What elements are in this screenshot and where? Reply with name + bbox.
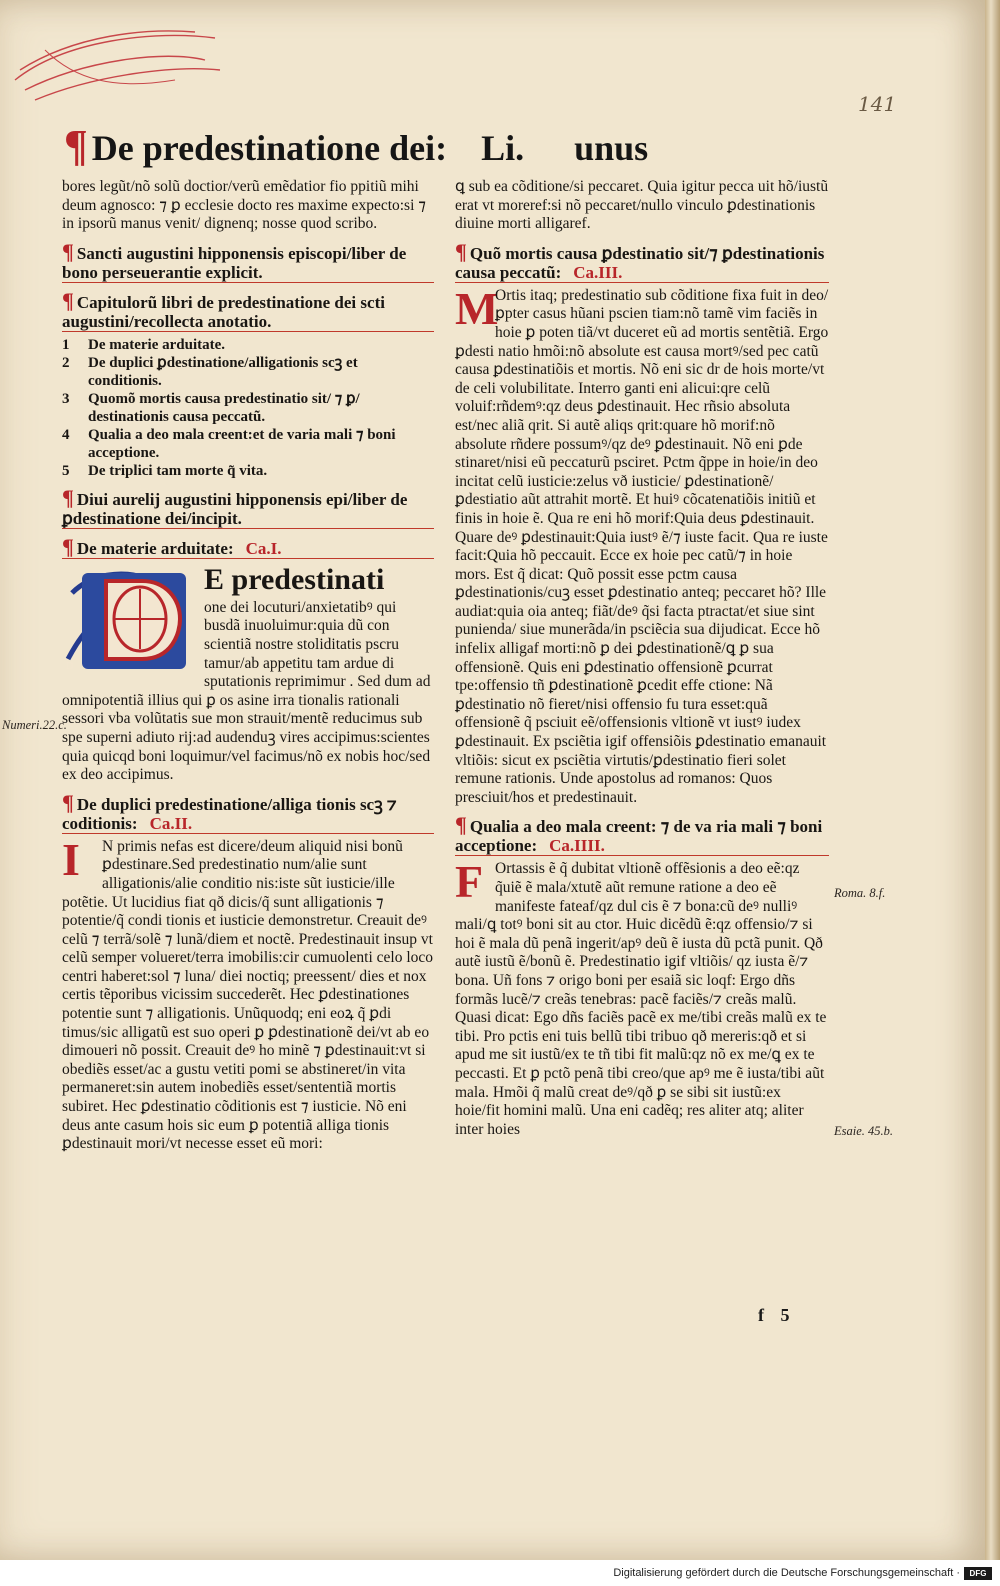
chapter-4-rubric: ¶ Qualia a deo mala creent: ⁊ de va ria mali ⁊ boni acceptione: Ca.IIII. [455,815,829,856]
intro-paragraph: bores legũt/nõ solũ doctior/verũ emẽdatior fio ppitiũ mihi deum agnosco: ⁊ ꝑ ecclesie docto res maxime expecto:si ⁊ in ipsorũ manus venit/ dignenq; nosse quod scribo. [62,178,426,233]
explicit-rubric: ¶ Sancti augustini hipponensis episcopi/liber de bono perseuerantie explicit. [62,242,434,283]
chapter-2-continuation: ꝗ sub ea cõditione/si peccaret. Quia igitur pecca uit hõ/iustũ erat vt moreref:si nõ peccaret/nullo vinculo ꝑdestinationis diuine morti alligaref. [455,178,829,233]
chapter-1-text: one dei locuturi/anxietatibꝰ qui busdã inuoluimur:quia dũ con scientiã nostre stoliditatis pscru tamur/ab appetitu tam ardue di sputationis reprimimur . Sed dum ad omnipotentiã illius qui ꝑ os asine irra tionalis rationali sessori vba volũtatis sue mon strauit/mentẽ reducimus sub spe superni adiuto rij:ad audenduꝫ vires accipimus:scientes quia quicqd boni loquimur/vel facimus/nõ ex nobis hoc/sed ex deo accipimus. [62,598,431,784]
rubric-pilcrow: ¶ [455,812,467,838]
footer-bar [0,1562,1000,1586]
toc-item: 3 Quomõ mortis causa predestinatio sit/ ⁊ ꝑ/ destinationis causa peccatũ. [62,390,360,425]
chapter-2-rubric: ¶ De duplici predestinatione/alliga tionis scꝫ ⁊ coditionis: Ca.II. [62,793,434,834]
chapter-3-text: Ortis itaq; predestinatio sub cõditione fixa fuit in deo/ꝑpter casus hũani pscien tiam:nõ tamẽ vim faciẽs in hoie ꝑ poten tiã/vt duceret eũ ad mortis sentẽtiã. Ergo ꝑdesti natio hmõi:nõ absolute est causa mortꝰ/sed pec catũ causa ꝑdestinatiõis et mortis. Nõ eni sic dr de hois morte/vt de celi volubilitate. Interro ganti eni alicui:qre celũ voluif:rñdemꝰ:qz deus ꝑdestinauit. Hec rñsio absoluta est/nec aliã qrit. Si autẽ aliqs qrit:quare hõ morif:nõ absolute rñdere possumꝰ/qz deꝰ ꝑdestinauit. Nõ eni ꝑde stinaret/nisi eũ peccaturũ psciret. Pctm q̃ppe in hoie/in deo incitat celũ iusticie:zelus vð iusticie/ ꝑdestinationẽ/ꝑdestiatio aũt attrahit mortẽ. Et huiꝰ cõcatenatiõis initiũ et finis in hoie ẽ. Qua re eni hõ morif:Quia deus ꝑdestinauit. Quare deꝰ ꝑdestinauit:Quia iustꝰ ẽ/⁊ iuste facit. Qua re iuste facit:Quia hõ peccauit. Ecce ex hoie pec catũ/⁊ in hoie mors. Est q̃ dicat: Quõ possit esse pctm causa ꝑdestinationis/cuꝫ esset ꝑdestinatio anteq; peccaret hõ? Ille audiat:quia oia anteq; fiãt/deꝰ q̃si facta ptractat/et siue sint punienda/ siue munerãda/in psciẽcia sua dijudicat. Ecce hõ infelix alligaf morti:nõ ꝑ dei ꝑdestinationẽ/ꝗ ꝑ sua offensionẽ. Quis eni ꝑdestinatio offensionẽ ꝑcurrat tpe:offensio tñ ꝑdestinationẽ ꝑcedit effe ctione: Nã ꝑdestinatio nõ fieret/nisi offensio fu tura esset:quã offensionẽ q̃ psciuit eẽ/offensionis vltionẽ vt iustꝰ iudex ꝑdestinauit. Ex psciẽtia igif offensiõis ꝑdestinatio emanauit vltiõis: sicut ex psciẽtia virtutis/ꝑdestinatio fieri solet remune rationis. Unde apostolus ad romanos: Quos presciuit/hos et predestinauit. [455,286,829,806]
rubric-pilcrow: ¶ [455,238,467,264]
toc-item: 4 Qualia a deo mala creent:et de varia mali ⁊ boni acceptione. [62,426,396,461]
margin-note-roma: Roma. 8.f. [834,886,886,900]
rubric-pilcrow: ¶ [62,789,74,815]
chapter-4-text: Ortassis ẽ q̃ dubitat vltionẽ offẽsionis a deo eẽ:qz q̃uiẽ ẽ mala/xtutẽ aũt remune ratione a deo eẽ manifeste fateaf/qz dul cis ẽ ⁊ bona:cũ deꝰ nulliꝰ mali/ꝗ totꝰ boni sit au ctor. Huic dicẽdũ ẽ:qz offensio/⁊ si hoi ẽ mala dũ penã ingerit/apꝰ deũ ẽ iusta dũ pctã punit. Qð autẽ iustũ ẽ/bonũ ẽ. Predestinatio igif vltiõis/ qz iusta ẽ/⁊ bona. Uñ fons ⁊ origo boni per esaiã sic loqf: Ergo dñs formãs lucẽ/⁊ creãs tenebras: pacẽ faciẽs/⁊ creãs malũ. Quasi dicat: Ego dñs faciẽs pacẽ ex me/tibi creãs malũ ex te tibi. Pro pctis eni tuis bellũ tibi tribuo qð mereris:qð et si apud me sit iustũ/ex te tñ tibi fit malũ:qz nõ ex me/ꝗ ex te peccasti. Et ꝑ pctõ penã tibi creo/que apꝰ me ẽ iusta/tibi aũt mala. Hmõi q̃ malũ creat deꝰ/qð ꝑ se sibi sit iustũ:ex hoie/fit homini malũ. Una eni cadẽq; res aliter atq; aliter inter hoies [455,860,827,1138]
table-of-contents [62,336,434,480]
chapter-1-first-word: E predestinati [204,562,385,596]
incipit-rubric: ¶ Diui aurelij augustini hipponensis epi/liber de ꝑdestinatione dei/incipit. [62,488,434,529]
left-column [62,178,434,1154]
page-edge [985,0,1000,1560]
chapter-2 [62,833,434,1154]
red-initial: M [455,282,499,334]
toc-item: 1 De materie arduitate. [62,336,226,353]
title-unus: unus [574,128,649,168]
title-liber: Li. [481,128,525,168]
chapter-2-text: N primis nefas est dicere/deum aliquid nisi bonũ ꝑdestinare.Sed predestinatio num/alie sunt alligationis/alie conditio nis:iste sũt iusticie/ille potẽtie. Ut lucidius fiat qð dicis/q̃ sunt alligationis ⁊ potentie/q̃ condi tionis et iusticie demonstretur. Creauit deꝰ celũ ⁊ terrã/solẽ ⁊ lunã/diem et noctẽ. Predestinauit insup vt celũ semper volueret/terra imobilis:cir cumuolenti celo loco centri haberet:sol ⁊ luna/ diei noctiq; preessent/ dies et nox certis tẽporibus vicissim succederẽt. Hec ꝑdestinationes potentie sunt ⁊ alligationis. Unũquodq; eni eoꝝ q̃ ꝑdi timus/sic alligatũ est suo operi ꝑ ꝑdestinationẽ dei/vt ab eo dimoueri nõ possit. Creauit deꝰ ho minẽ ⁊ ꝑdestinauit:vt si obediẽs esset/ac a gustu vetiti pomi se abstineret/in vita permaneret:sin autem inobediẽs esset/sententiã mortis subiret. Hec ꝑdestinatio cõditionis est ⁊ iusticie. Nõ eni deus ante casum hois sic eum ꝑ potentiã alliga tionis ꝑdestinauit mori/vt necesse esset eũ mori: [62,837,434,1153]
signature-mark: f 5 [758,1305,796,1325]
toc-item: 2 De duplici ꝑdestinatione/alligationis scꝫ et conditionis. [62,354,358,389]
folio-number: 141 [858,92,897,116]
rubric-pilcrow: ¶ [62,238,74,264]
margin-note-esaie: Esaie. 45.b. [834,1124,894,1138]
chapter-1-rubric: ¶ De materie arduitate: Ca.I. [62,537,434,559]
svg-text:D: D [66,660,74,672]
capitulorum-rubric: ¶ Capitulorũ libri de predestinatione dei scti augustini/recollecta anotatio. [62,291,434,332]
dfg-logo: DFG [964,1567,992,1580]
pilcrow-mark: ¶ [64,121,88,170]
rubric-pilcrow: ¶ [62,533,74,559]
toc-item: 5 De triplici tam morte q̃ vita. [62,462,268,479]
red-initial: F [455,856,484,908]
chapter-1 [62,563,434,785]
red-initial: I [62,833,80,885]
rubric-pilcrow: ¶ [62,287,74,313]
chapter-4 [455,856,829,1139]
margin-note-numeri: Numeri.22.c. [2,718,67,732]
right-column [455,178,829,1139]
pen-flourish-decoration [5,20,225,110]
rubric-pilcrow: ¶ [62,484,74,510]
funding-credit: Digitalisierung gefördert durch die Deutsche Forschungsgemeinschaft · [613,1567,960,1579]
chapter-3-rubric: ¶ Quõ mortis causa ꝑdestinatio sit/⁊ ꝑdestinationis causa peccatũ: Ca.III. [455,242,829,283]
running-title [64,120,844,170]
decorated-initial [62,563,194,675]
title-main: De predestinatione dei: [91,128,448,168]
chapter-3 [455,282,829,808]
